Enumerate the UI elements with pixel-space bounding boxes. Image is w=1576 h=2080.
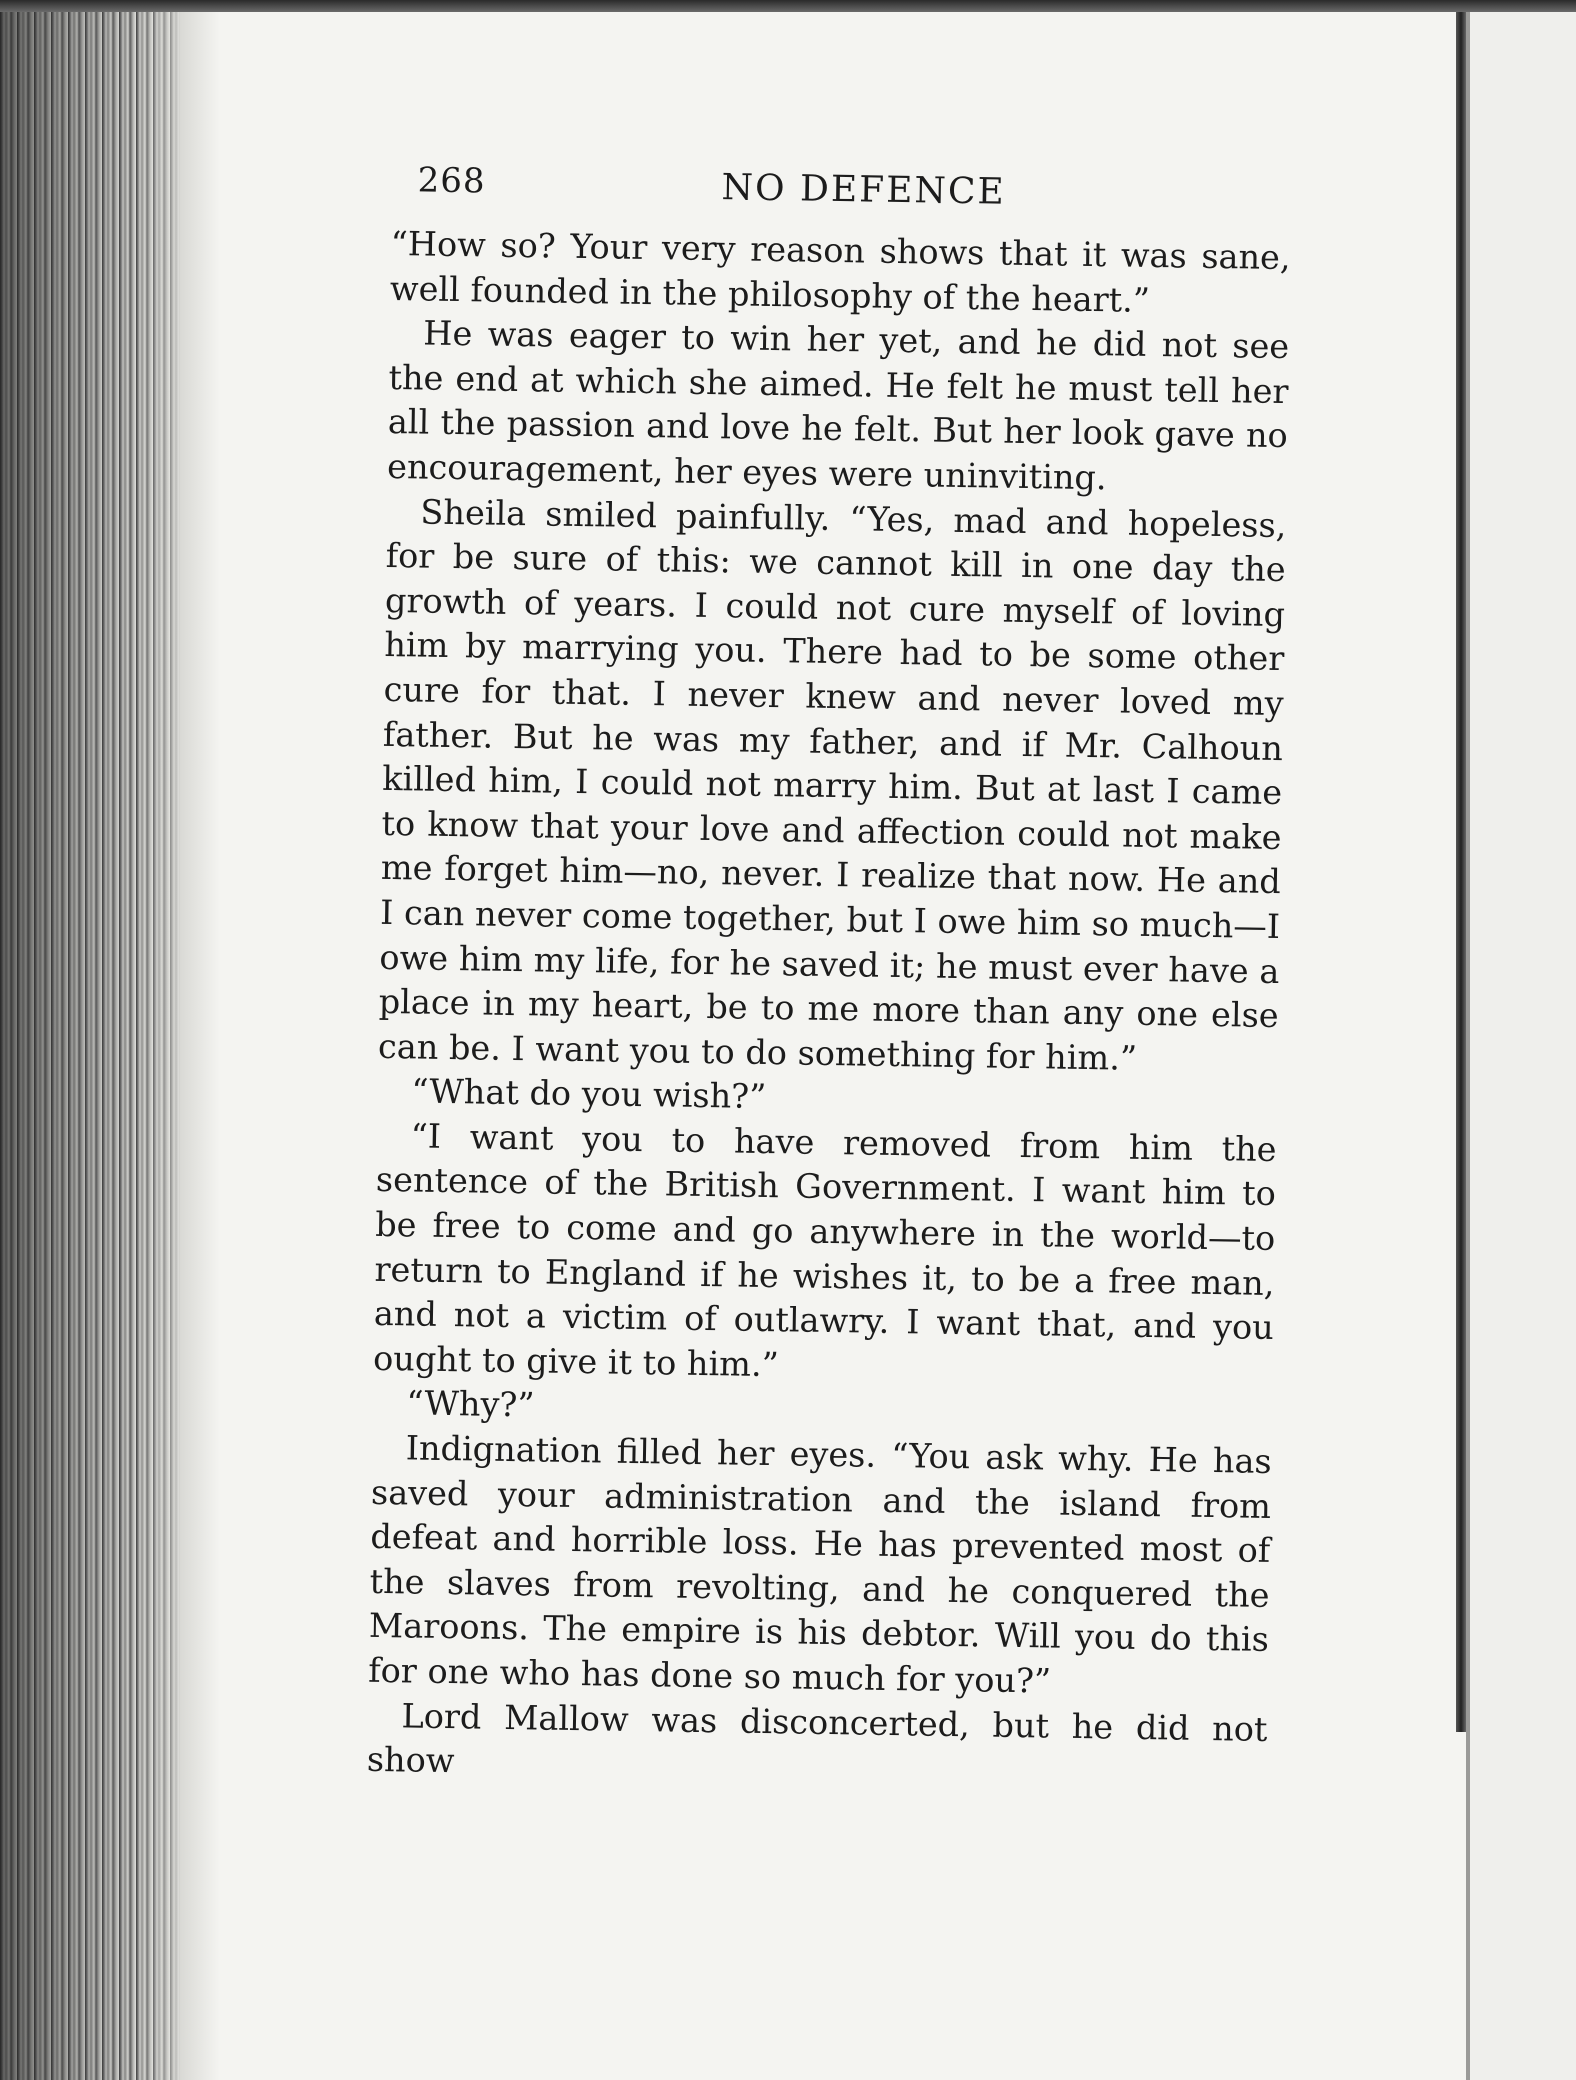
running-title: NO DEFENCE: [721, 167, 1007, 213]
paragraph: “What do you wish?”: [411, 1071, 767, 1117]
paragraph: “Why?”: [406, 1383, 535, 1425]
paragraph: Indignation filled her eyes. “You ask why. He has saved your administration and the island from defeat and horrible loss. He has prevented most of the slaves from revolting, and he conquered the Maroons. The empire is his debtor. Will you do this for one who has done so much for you?”: [367, 1428, 1272, 1701]
page-number: 268: [417, 160, 486, 202]
running-head: [391, 160, 1292, 230]
gutter-shadow: [180, 12, 220, 2080]
adjacent-page-edge: [1466, 12, 1576, 2080]
paragraph: He was eager to win her yet, and he did not see the end at which she aimed. He felt he must tell her all the passion and love he felt. But her look gave no encouragement, her eyes were uninviting.: [386, 313, 1290, 498]
paragraph: “I want you to have removed from him the sentence of the British Government. I want him to be free to come and go anywhere in the world—to return to England if he wishes it, to be a free man, and not a victim of outlawry. I want that, and you ought to give it to him.”: [372, 1116, 1277, 1385]
scan-top-edge: [0, 0, 1576, 12]
paragraph: “How so? Your very reason shows that it was sane, well founded in the philosophy of the heart.”: [389, 223, 1291, 320]
book-page-edges: [0, 12, 180, 2080]
body-text: [367, 222, 1291, 1797]
paragraph: Sheila smiled painfully. “Yes, mad and hopeless, for be sure of this: we cannot kill in one day the growth of years. I could not cure myself of loving him by marrying you. There had to be some other cure for that. I never knew and never loved my father. But he was my father, and if Mr. Calhoun killed him, I could not marry him. But at last I came to know that your love and affection could not make me forget him—no, never. I realize that now. He and I can never come together, but I owe him so much—I owe him my life, for he saved it; he must ever have a place in my heart, be to me more than any one else can be. I want you to do something for him.”: [377, 492, 1287, 1078]
scanner-edge-bar: [1456, 12, 1466, 1732]
paragraph: Lord Mallow was disconcerted, but he did not show: [366, 1695, 1268, 1781]
book-page: [367, 160, 1292, 1797]
